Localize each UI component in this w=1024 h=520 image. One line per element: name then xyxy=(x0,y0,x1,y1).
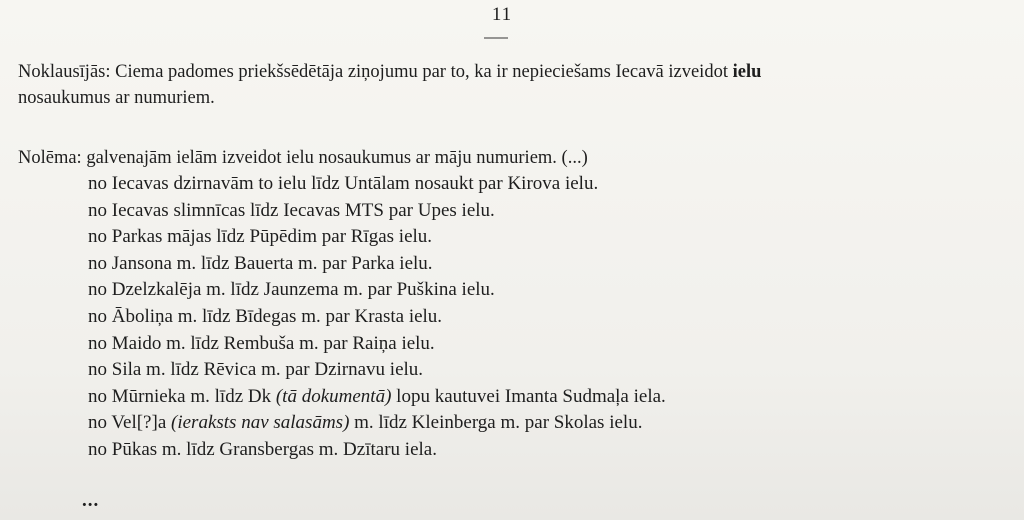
street-item-text: no Āboliņa m. līdz Bīdegas m. par Krasta ielu. xyxy=(88,305,443,327)
street-item xyxy=(88,251,666,278)
decided-paragraph xyxy=(18,145,1008,171)
street-item xyxy=(88,357,666,384)
street-item-text: m. līdz Kleinberga m. par Skolas ielu. xyxy=(349,412,643,434)
street-item-text: no Mūrnieka m. līdz Dk xyxy=(88,385,276,407)
listened-paragraph xyxy=(18,59,1008,111)
listened-line-1-bold: ielu xyxy=(732,62,762,82)
street-item xyxy=(88,277,666,304)
street-item xyxy=(88,171,666,198)
street-item xyxy=(88,198,666,225)
listened-line-2: nosaukumus ar numuriem. xyxy=(18,88,215,108)
street-item-text: no Iecavas slimnīcas līdz Iecavas MTS par Upes ielu. xyxy=(88,199,495,221)
street-item xyxy=(88,304,666,331)
ellipsis: ... xyxy=(82,490,100,511)
street-item-text: no Parkas mājas līdz Pūpēdim par Rīgas ielu. xyxy=(88,226,433,248)
editorial-note: (tā dokumentā) xyxy=(275,385,392,407)
page-number: 11 xyxy=(491,4,513,25)
street-item xyxy=(88,410,666,437)
street-item xyxy=(88,331,666,358)
street-item-text: no Dzelzkalēja m. līdz Jaunzema m. par Puškina ielu. xyxy=(88,279,495,301)
listened-line-1 xyxy=(18,59,1008,85)
street-item-text: no Iecavas dzirnavām to ielu līdz Untālam nosaukt par Kirova ielu. xyxy=(88,173,599,194)
street-list xyxy=(88,171,666,464)
street-item-text: lopu kautuvei Imanta Sudmaļa iela. xyxy=(391,385,666,407)
page-number-underline xyxy=(484,37,508,39)
editorial-note: (ieraksts nav salasāms) xyxy=(171,412,350,434)
street-item-text: no Vel[?]a xyxy=(88,412,172,434)
street-item-text: no Maido m. līdz Rembuša m. par Raiņa ielu. xyxy=(88,332,435,354)
listened-line-1-text: Noklausījās: Ciema padomes priekšsēdētāja ziņojumu par to, ka ir nepieciešams Iecavā izveidot xyxy=(18,62,733,82)
decided-line: Nolēma: galvenajām ielām izveidot ielu nosaukumus ar māju numuriem. (...) xyxy=(18,148,588,168)
street-item-text: no Jansona m. līdz Bauerta m. par Parka ielu. xyxy=(88,252,433,274)
street-item-text: no Sila m. līdz Rēvica m. par Dzirnavu ielu. xyxy=(88,359,424,381)
street-item xyxy=(88,384,666,411)
street-item xyxy=(88,224,666,251)
street-item-text: no Pūkas m. līdz Gransbergas m. Dzītaru iela. xyxy=(88,438,437,460)
street-item xyxy=(88,437,666,464)
